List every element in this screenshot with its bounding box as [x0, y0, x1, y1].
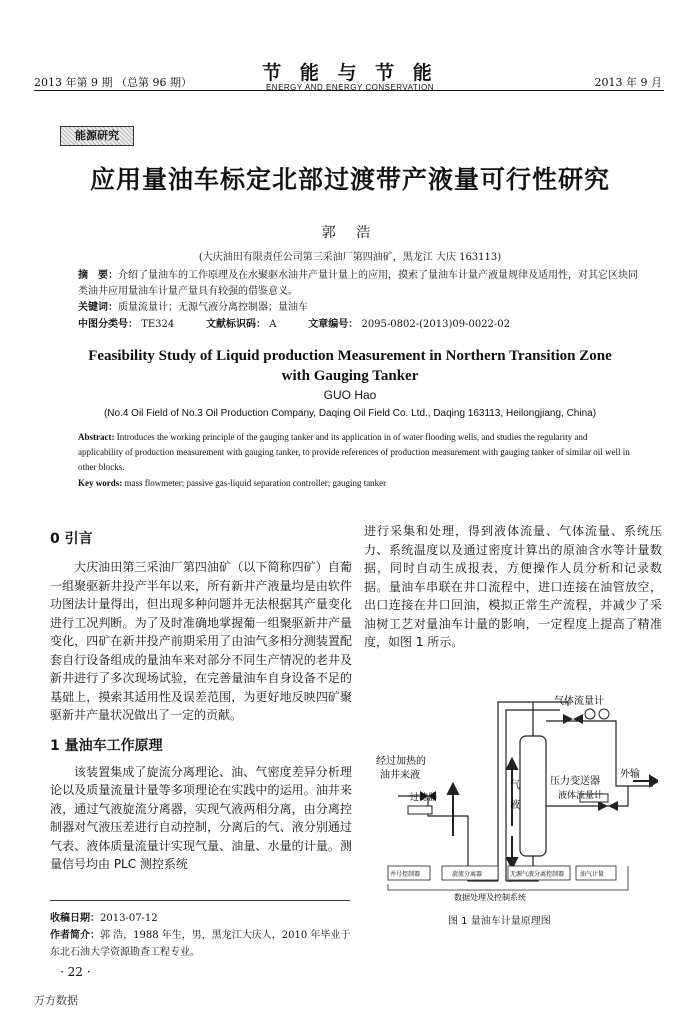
label-liquid-meter: 液体流量计 — [558, 791, 604, 801]
affiliation-en: (No.4 Oil Field of No.3 Oil Production Company, Daqing Oil Field Co. Ltd., Daqing 163113, Heilongjiang, China) — [103, 408, 597, 419]
clc-label: 中图分类号： — [78, 319, 138, 330]
journal-title-cn: 节 能 与 节 能 — [262, 62, 438, 84]
issue-date: 2013 年 9 月 — [594, 76, 662, 89]
label-pressure: 压力变送器 — [550, 776, 600, 787]
received-value: 2013-07-12 — [100, 913, 158, 924]
box2-label: 旋流分离器 — [452, 871, 483, 878]
art-label: 文章编号： — [308, 319, 359, 330]
figure-1-caption: 图 1 量油车计量原理图 — [448, 916, 551, 927]
right-column — [364, 522, 662, 652]
article-title-en: Feasibility Study of Liquid production Measurement in Northern Transition Zone with Gauging Tanker — [88, 348, 612, 384]
separator-column — [520, 736, 546, 856]
doc-value: A — [269, 319, 277, 330]
box1-label: 井号控制器 — [390, 871, 421, 878]
system-label: 数据处理及控制系统 — [454, 893, 526, 902]
bio-label: 作者简介： — [50, 930, 100, 941]
section-0-paragraph: 大庆油田第三采油厂第四油矿（以下简称四矿）自葡一组聚驱新井投产半年以来，所有新井产液量均是由软件功图法计量得出，但出现多种问题并无法根据其产量变化进行工况判断。为了及时准确地掌握葡一组聚驱新井产量变化，四矿在新井投产前期采用了由油气多相分测装置配套自行设备组成的量油车来对部分不同生产情况的老井及新井进行了多次现场试验，在完善量油车自身设备不足的基础上，摸索其适用性及误差范围，为更好地反映四矿聚驱新井产量状况做出了一定的贡献。 — [50, 560, 352, 722]
footnote — [50, 910, 360, 961]
affiliation-cn: (大庆油田有限责任公司第三采油厂第四油矿，黑龙江 大庆 163113) — [198, 252, 502, 263]
keywords-en-text: mass flowmeter; passive gas-liquid separation controller; gauging tanker — [124, 478, 387, 488]
label-gas-meter: 气体流量计 — [554, 696, 604, 707]
bio-text: 郭 浩，1988 年生，男，黑龙江大庆人，2010 年毕业于东北石油大学资源勘查工程专业。 — [50, 930, 351, 958]
section-1-paragraph: 该装置集成了旋流分离理论、油、气密度差异分析理论以及质量流量计量等多项理论在实践中的运用。油井来液，通过气液旋流分离器，实现气液两相分离，由分离控制器对气液压差进行自动控制，分离后的气、液分别通过气表、液体质量流量计实现气量、油量、水量的计量。测量信号均由 PLC 测控系统 — [50, 764, 352, 871]
author-cn: 郭 浩 — [321, 225, 379, 241]
keywords-en — [78, 478, 634, 488]
keywords-cn — [78, 300, 638, 316]
header-rule — [34, 90, 664, 91]
column-tag: 能源研究 — [60, 126, 134, 146]
abstract-cn — [78, 268, 638, 300]
journal-title-en: ENERGY AND ENERGY CONSERVATION — [265, 83, 435, 92]
author-bio — [50, 927, 360, 961]
left-column — [50, 528, 352, 874]
clc-value: TE324 — [141, 319, 175, 330]
valve-shape — [563, 714, 573, 724]
label-inlet-1: 经过加热的 — [376, 756, 426, 767]
label-gas: 气 — [510, 780, 520, 791]
box4-label: 油气计量 — [580, 871, 605, 878]
abstract-cn-text: 介绍了量油车的工作原理及在水聚驱水油井产量计量上的应用，摸索了量油车计量产液量规律及适用性，对其它区块同类油井应用量油车计量产量具有较强的借鉴意义。 — [78, 270, 638, 297]
box3-label: 无源气液分离控制器 — [510, 871, 565, 878]
gas-meter-symbol — [585, 709, 595, 719]
page-number: · 22 · — [60, 965, 91, 979]
keywords-cn-label: 关键词： — [78, 302, 118, 313]
abstract-en-label: Abstract: — [78, 432, 115, 442]
keywords-cn-text: 质量流量计；无源气液分离控制器；量油车 — [118, 302, 308, 313]
received-label: 收稿日期： — [50, 913, 100, 924]
art-value: 2095-0802-(2013)09-0022-02 — [361, 319, 511, 330]
author-en: GUO Hao — [323, 388, 377, 402]
watermark: 万方数据 — [34, 994, 78, 1007]
keywords-en-label: Key words: — [78, 478, 123, 488]
abstract-cn-label: 摘 要： — [78, 270, 118, 281]
abstract-en — [78, 430, 634, 475]
received-date — [50, 910, 360, 927]
section-0-heading: 0 引言 — [50, 531, 93, 547]
figure-1-diagram — [368, 676, 658, 906]
classification-line — [78, 317, 638, 333]
label-outflow: 外输 — [620, 769, 640, 780]
article-title-cn: 应用量油车标定北部过渡带产液量可行性研究 — [89, 165, 610, 194]
footnote-rule — [50, 900, 350, 901]
label-filter: 过滤器 — [410, 793, 438, 803]
label-inlet-2: 油井来液 — [380, 770, 420, 781]
section-1-heading: 1 量油车工作原理 — [50, 737, 163, 754]
right-column-paragraph: 进行采集和处理，得到液体流量、气体流量、系统压力、系统温度以及通过密度计算出的原油含水等计量数据，同时自动生成报表，方便操作人员分析和记录数据。量油车串联在井口流程中，进口连接在油管放空，出口连接在井口回油，模拟正常生产流程，并减少了采油树工艺对量油车计量的影响，一定程度上提高了精准度，如图 1 所示。 — [364, 524, 662, 649]
abstract-en-text: Introduces the working principle of the gauging tanker and its application in of water flooding wells, and studies the regularity and applicability of production measurement with gauging tanker, to provide references of production measurement with gauging tanker of similar oil well in other blocks. — [78, 432, 630, 472]
doc-label: 文献标识码： — [206, 319, 267, 330]
label-liquid: 液 — [510, 800, 520, 811]
issue-info: 2013 年第 9 期 （总第 96 期） — [34, 76, 192, 89]
filter-symbol — [408, 806, 432, 814]
